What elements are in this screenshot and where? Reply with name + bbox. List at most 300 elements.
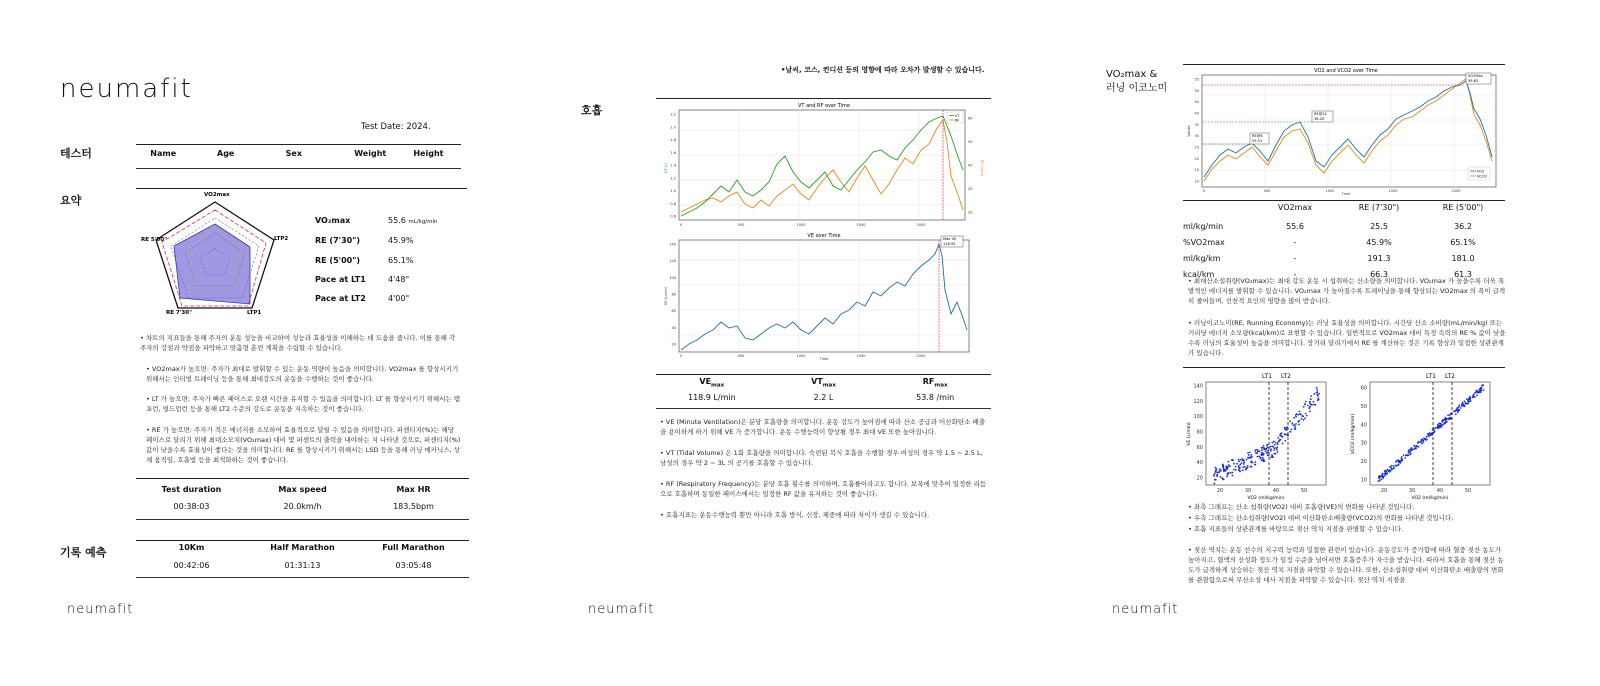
scatter-point [1267, 452, 1269, 454]
scatter-point [1426, 436, 1428, 438]
x-tick-label: 500 [1263, 189, 1271, 193]
bullet-re: • RE 가 높으면: 주자가 적은 에너지를 소모하여 효율적으로 달릴 수 있음을 의미합니다. 퍼센티지(%)는 해당 페이스로 달리기 위해 최대소모치(VO₂max) 대비 몇 퍼센트의 출력을 내야하는 지 나타낸 것으로, 퍼센티지(%) 값이 낮을수록 효율성이 좋다는 것을 의미합니다. RE 를 향상시키기 위해서는 LSD 등을 통해 러닝 메카닉스, 상체 움직임, 호흡법 등을 최적화하는 것이 좋습니다. [146, 426, 461, 464]
scatter-point [1467, 400, 1469, 402]
scatter-point [1238, 465, 1240, 467]
test-table-header [136, 485, 469, 494]
scatter-point [1457, 411, 1459, 413]
summary-value: 65.1% [388, 255, 414, 265]
scatter-point [1219, 470, 1221, 472]
scatter-point [1405, 455, 1407, 457]
vt-rf-chart [659, 100, 989, 230]
x-tick-label: 500 [737, 354, 745, 358]
scatter-point [1434, 430, 1436, 432]
scatter-point [1216, 475, 1218, 477]
scatter-point [1289, 420, 1291, 422]
legend-vt: VT [955, 114, 960, 118]
divider [136, 519, 469, 520]
x-ticks [680, 354, 926, 358]
record-table-values [136, 561, 469, 570]
section-record: 기록 예측 [60, 546, 107, 559]
summary-row-re730 [315, 230, 475, 250]
x-tick-label: 0 [679, 354, 683, 358]
x-tick-label: 30 [1408, 488, 1416, 494]
y-tick-label: 45 [1194, 100, 1199, 105]
x-axis-label: Time [819, 357, 829, 361]
scatter-point [1233, 469, 1235, 471]
section-tester: 테스터 [60, 147, 92, 160]
scatter-point [1230, 472, 1232, 474]
col-full-marathon: Full Marathon [382, 543, 445, 552]
scatter-point [1439, 427, 1441, 429]
y-tick-label: 50 [1360, 403, 1367, 410]
scatter-point [1261, 454, 1263, 456]
x-axis-label: VO2 (ml/kg/min) [1247, 496, 1285, 501]
scatter-point [1474, 396, 1476, 398]
scatter-point [1266, 445, 1268, 447]
divider [136, 577, 469, 578]
scatter-point [1426, 439, 1428, 441]
x-tick-label: 0 [679, 223, 683, 227]
row-label: ml/kg/km [1183, 253, 1221, 263]
scatter-point [1455, 410, 1457, 412]
scatter-point [1249, 452, 1251, 454]
divider [656, 98, 991, 99]
record-table-header [136, 543, 469, 552]
annotation-label: RE@12 [1314, 112, 1327, 116]
annotation-label: RE@8 [1252, 134, 1263, 138]
section-summary: 요약 [60, 194, 82, 207]
summary-label: Pace at LT1 [315, 275, 366, 284]
scatter-point [1292, 424, 1294, 426]
bullet-ve: • VE (Minute Ventilation)은 분당 호흡량을 의미합니다. 운동 강도가 높아짐에 따라 산소 공급과 이산화탄소 배출을 용이하게 하기 위해 VE 가 증가합니다. 운동 수행능력이 향상될 경우 최대 VE 또한 높아집니다. [660, 418, 986, 436]
grid [679, 240, 969, 352]
10km-value: 00:42:06 [173, 561, 210, 570]
scatter-point [1309, 401, 1311, 403]
y-axis-label: VE (L/min) [664, 286, 668, 306]
scatter-point [1228, 461, 1230, 463]
annotation-value: 116.92 [943, 242, 956, 246]
summary-value: 45.9% [388, 235, 414, 245]
y-tick-label: 40 [671, 325, 676, 330]
scatter-point [1465, 403, 1467, 405]
resp-table-header: $VE_{max}$ $VT_{max}$ $RF_{max}$ [699, 377, 948, 389]
annotation-value: 36.20 [1314, 117, 1325, 121]
summary-row-pace-lt1 [315, 270, 475, 289]
scatter-point [1305, 401, 1307, 403]
divider [136, 144, 461, 145]
tester-header [136, 149, 461, 158]
scatter-point [1284, 429, 1286, 431]
y-axis-label: VE (L/min) [1187, 422, 1192, 446]
vo2-table-body [1183, 218, 1505, 282]
scatter-point [1379, 476, 1381, 478]
y-tick-label: 55 [1194, 77, 1199, 82]
scatter-point [1264, 460, 1266, 462]
scatter-point [1400, 460, 1402, 462]
bullet-vo2max: • VO2max가 높으면: 주자가 최대로 발휘할 수 있는 운동 역량이 높음을 의미합니다. VO2max 를 향상시키기 위해서는 인터벌 트레이닝 등을 통해 최대강도의 운동을 수행하는 것이 좋습니다. [146, 365, 459, 383]
ve-chart [659, 230, 989, 365]
resp-table-values [656, 393, 991, 402]
scatter-point [1408, 450, 1410, 452]
vo2-table-header [1183, 203, 1505, 212]
scatter-point [1438, 425, 1440, 427]
scatter-point [1226, 476, 1228, 478]
col-height: Height [413, 149, 444, 158]
scatter-point [1242, 469, 1244, 471]
scatter-point [1262, 457, 1264, 459]
summary-row-re500 [315, 250, 475, 270]
scatter-point [1316, 389, 1318, 391]
scatter-point [1279, 435, 1281, 437]
scatter-point [1404, 457, 1406, 459]
scatter-point [1304, 403, 1306, 405]
row-label: %VO2max [1183, 237, 1225, 247]
y-tick-label: 60 [671, 309, 676, 314]
scatter-point [1238, 461, 1240, 463]
scatter-bullet-right: • 우측 그래프는 산소섭취량(VO2) 대비 이산화탄소배출량(VCO2)의 변화를 나타낸 것입니다. [1188, 514, 1454, 522]
max-speed-value: 20.0km/h [283, 502, 322, 511]
legend-vo2: VO2 [1477, 169, 1485, 174]
scatter-points [1378, 384, 1485, 482]
scatter-point [1274, 453, 1276, 455]
x-tick-label: 50 [1300, 488, 1308, 494]
scatter-point [1231, 459, 1233, 461]
divider [1183, 200, 1505, 201]
summary-label: RE (5'00") [315, 255, 361, 265]
y-ticks [1193, 384, 1203, 482]
y-tick-label: 20 [1360, 459, 1367, 466]
scatter-point [1259, 458, 1261, 460]
scatter-point [1457, 409, 1459, 411]
left-y-ticks [670, 113, 676, 219]
scatter-points [1213, 387, 1320, 485]
scatter-point [1313, 404, 1315, 406]
scatter-point [1257, 456, 1259, 458]
scatter-point [1227, 466, 1229, 468]
scatter-point [1274, 444, 1276, 446]
scatter-point [1251, 466, 1253, 468]
y-tick-label: 60 [968, 116, 973, 121]
x-tick-label: 1500 [856, 354, 866, 358]
scatter-point [1304, 417, 1306, 419]
x-ticks [1381, 488, 1471, 494]
scatter-point [1217, 472, 1219, 474]
scatter-point [1214, 483, 1216, 485]
scatter-bullet-threshold: • 호흡 지표들의 상관관계를 바탕으로 젖산 역치 지점을 판별할 수 있습니다. [1188, 525, 1403, 533]
scatter-point [1431, 434, 1433, 436]
lt1-label: LT1 [1426, 373, 1436, 380]
x-tick-label: 50 [1464, 488, 1472, 494]
scatter-point [1277, 443, 1279, 445]
y-tick-label: 20 [968, 210, 973, 215]
footer-logo: neumafit [1112, 602, 1179, 617]
scatter-point [1263, 453, 1265, 455]
scatter-point [1243, 463, 1245, 465]
scatter-point [1215, 469, 1217, 471]
scatter-point [1239, 471, 1241, 473]
scatter-point [1275, 447, 1277, 449]
scatter-point [1299, 411, 1301, 413]
scatter-point [1272, 456, 1274, 458]
scatter-point [1407, 455, 1409, 457]
y-tick-label: 60 [1360, 385, 1367, 392]
scatter-point [1382, 474, 1384, 476]
y-tick-label: 20 [671, 342, 676, 347]
y-tick-label: 140 [1193, 383, 1203, 390]
x-tick-label: 30 [1244, 488, 1252, 494]
full-marathon-value: 03:05:48 [395, 561, 432, 570]
radar-series-user [174, 224, 250, 304]
scatter-point [1294, 426, 1296, 428]
y-tick-label: 15 [1194, 168, 1199, 173]
y-tick-label: 20 [1194, 156, 1199, 161]
scatter-point [1291, 429, 1293, 431]
scatter-point [1311, 404, 1313, 406]
scatter-point [1277, 451, 1279, 453]
cell-value: - [1293, 253, 1297, 263]
scatter-point [1301, 418, 1303, 420]
scatter-point [1243, 459, 1245, 461]
scatter-point [1469, 398, 1471, 400]
scatter-point [1247, 457, 1249, 459]
vt-value: 2.2 L [813, 393, 834, 402]
y-tick-label: 35 [1194, 122, 1199, 127]
divider [656, 408, 991, 409]
scatter-point [1479, 390, 1481, 392]
scatter-point [1284, 433, 1286, 435]
scatter-point [1476, 395, 1478, 397]
scatter-point [1273, 441, 1275, 443]
lt2-label: LT2 [1281, 373, 1291, 380]
y-tick-label: 25 [1194, 145, 1199, 150]
scatter-point [1255, 461, 1257, 463]
scatter-point [1215, 479, 1217, 481]
y-tick-label: 1.0 [670, 189, 676, 193]
scatter-point [1278, 441, 1280, 443]
scatter-point [1317, 395, 1319, 397]
scatter-point [1270, 457, 1272, 459]
legend-vco2: VCO2 [1477, 174, 1487, 179]
y-ticks [669, 243, 676, 347]
scatter-point [1275, 442, 1277, 444]
scatter-point [1316, 392, 1318, 394]
grid [1202, 75, 1496, 187]
scatter-point [1258, 450, 1260, 452]
scatter-point [1282, 443, 1284, 445]
x-tick-label: 0 [1202, 189, 1206, 193]
scatter-point [1444, 422, 1446, 424]
scatter-point [1245, 469, 1247, 471]
scatter-point [1282, 436, 1284, 438]
summary-intro: • 차트의 지표들을 통해 주자의 운동 성능을 비교하여 성능과 효율성을 이해하는 데 도움을 줍니다. 이를 통해 각 주자의 강점과 약점을 파악하고 맞춤형 훈련 계획을 수립할 수 있습니다. [140, 334, 456, 352]
scatter-point [1393, 467, 1395, 469]
scatter-point [1265, 449, 1267, 451]
x-axis-label: Time [1341, 192, 1351, 196]
annotation-label: Max VE [943, 237, 957, 241]
y-tick-label: 40 [968, 163, 973, 168]
y-tick-label: 2.0 [670, 125, 676, 130]
scatter-point [1421, 443, 1423, 445]
scatter-point [1280, 439, 1282, 441]
y-axis-label-left: VT (L) [664, 162, 668, 174]
y-tick-label: 1.8 [670, 138, 676, 142]
scatter-point [1464, 400, 1466, 402]
scatter-point [1293, 417, 1295, 419]
scatter-point [1240, 459, 1242, 461]
scatter-point [1379, 479, 1381, 481]
max-hr-value: 183.5bpm [393, 502, 434, 511]
x-tick-label: 2000 [916, 223, 926, 227]
scatter-point [1399, 461, 1401, 463]
scatter-point [1458, 405, 1460, 407]
col-rf: RF [922, 377, 935, 386]
scatter-point [1435, 427, 1437, 429]
scatter-point [1284, 440, 1286, 442]
scatter-point [1291, 422, 1293, 424]
scatter-point [1307, 405, 1309, 407]
scatter-point [1401, 458, 1403, 460]
scatter-point [1299, 413, 1301, 415]
vo2-series-line [1204, 81, 1492, 177]
scatter-point [1483, 389, 1485, 391]
cell-value: - [1293, 269, 1297, 279]
cell-value: - [1293, 237, 1297, 247]
y-tick-label: 30 [968, 187, 973, 191]
scatter-point [1247, 452, 1249, 454]
y-tick-label: 20 [1196, 475, 1203, 482]
scatter-point [1214, 473, 1216, 475]
scatter-point [1263, 449, 1265, 451]
legend-rf: RF [955, 118, 960, 123]
chart-title: VE over Time [807, 233, 841, 239]
scatter-point [1313, 401, 1315, 403]
col-test-duration: Test duration [161, 485, 222, 494]
plot-frame [679, 110, 965, 220]
scatter-point [1247, 465, 1249, 467]
scatter-point [1271, 446, 1273, 448]
scatter-point [1219, 468, 1221, 470]
scatter-point [1306, 415, 1308, 417]
scatter-point [1397, 459, 1399, 461]
scatter-point [1384, 470, 1386, 472]
y-tick-label: 120 [669, 259, 676, 264]
scatter-point [1249, 456, 1251, 458]
divider [136, 540, 469, 541]
y-tick-label: 40 [1360, 422, 1367, 429]
scatter-point [1270, 450, 1272, 452]
scatter-point [1481, 387, 1483, 389]
scatter-point [1284, 427, 1286, 429]
cell-value: 36.2 [1454, 221, 1472, 231]
y-ticks [1195, 78, 1199, 184]
scatter-point [1428, 435, 1430, 437]
scatter-point [1390, 467, 1392, 469]
vo2-vco2-chart [1184, 65, 1502, 197]
scatter-point [1242, 466, 1244, 468]
annotation-value: 29.51 [1252, 139, 1263, 143]
summary-label: VO₂max [315, 215, 351, 225]
col-vt: VT [811, 377, 823, 386]
x-tick-label: 40 [1272, 488, 1280, 494]
x-ticks [680, 223, 926, 227]
rf-series-line [681, 120, 963, 212]
scatter-point [1238, 469, 1240, 471]
x-axis-label: VO2 (ml/kg/min) [1411, 496, 1449, 501]
scatter-point [1440, 423, 1442, 425]
summary-row-pace-lt2 [315, 289, 475, 308]
scatter-point [1247, 467, 1249, 469]
legend [947, 112, 963, 123]
scatter-point [1235, 466, 1237, 468]
summary-value: 4'48" [388, 275, 410, 284]
summary-value: 4'00" [388, 294, 410, 303]
y-tick-label: 50 [968, 140, 973, 144]
scatter-point [1467, 403, 1469, 405]
radar-label-left: RE 5'00" [141, 237, 167, 243]
scatter-point [1309, 411, 1311, 413]
x-tick-label: 2000 [1451, 189, 1461, 193]
bullet-lt: • LT 가 높으면: 주자가 빠른 페이스로 오랜 시간을 유지할 수 있음을 의미합니다. LT 를 향상시키기 위해서는 템포런, 빌드업런 등을 통해 LT2 수준의 강도로 운동을 지속하는 것이 좋습니다. [146, 395, 461, 413]
scatter-point [1445, 418, 1447, 420]
scatter-point [1255, 452, 1257, 454]
y-tick-label: 40 [1196, 460, 1203, 467]
scatter-point [1303, 406, 1305, 408]
scatter-point [1296, 413, 1298, 415]
scatter-point [1258, 456, 1260, 458]
y-tick-label: 60 [1196, 444, 1203, 451]
re12-annotation [1312, 111, 1333, 122]
scatter-point [1442, 421, 1444, 423]
scatter-point [1295, 423, 1297, 425]
scatter-point [1473, 393, 1475, 395]
y-axis-label: Values [1187, 125, 1191, 137]
scatter-point [1215, 467, 1217, 469]
radar-label-top: VO2max [204, 192, 230, 198]
grid [679, 110, 965, 220]
scatter-point [1297, 421, 1299, 423]
scatter-point [1423, 437, 1425, 439]
footer-logo: neumafit [588, 602, 655, 617]
right-y-ticks [968, 117, 972, 215]
divider [136, 478, 469, 479]
scatter-point [1401, 456, 1403, 458]
scatter-point [1397, 464, 1399, 466]
vco2-series-line [1204, 79, 1492, 181]
vt-series-line [681, 116, 963, 216]
re-paragraph: • 러닝이코노미(RE, Running Economy)는 러닝 효율성을 의미합니다. 시간당 산소 소비량(mL/min/kg) 또는 거리당 에너지 소모량(kcal/km)로 표현할 수 있습니다. 일반적으로 VO2max 대비 특정 속력의 RE % 값이 낮을수록 러닝의 효율성이 높음을 의미합니다. 장거리 달리기에서 RE 를 계산하는 것은 기록 향상과 밀접한 상관관계가 있습니다. [1188, 319, 1506, 357]
scatter-bullets [1188, 502, 1506, 535]
scatter-point [1309, 407, 1311, 409]
scatter-point [1298, 424, 1300, 426]
scatter-point [1436, 427, 1438, 429]
summary-row-vo2max [315, 210, 475, 230]
scatter-point [1450, 418, 1452, 420]
bullet-respiration: • 호흡지표는 운동수행능력 뿐만 아니라 호흡 방식, 신장, 체중에 따라 차이가 생길 수 있습니다. [660, 511, 930, 519]
table-row [1183, 234, 1505, 250]
summary-list [315, 210, 475, 308]
y-tick-label: 1.2 [670, 176, 676, 181]
scatter-point [1470, 400, 1472, 402]
col-max-speed: Max speed [278, 485, 327, 494]
legend [1468, 167, 1490, 180]
radar-chart [138, 188, 298, 318]
scatter-point [1263, 459, 1265, 461]
y-tick-label: 100 [1193, 414, 1203, 421]
radar-label-bottom-right: LTP1 [247, 310, 262, 316]
scatter-point [1213, 474, 1215, 476]
col-vo2max: VO2max [1277, 203, 1313, 212]
scatter-point [1220, 476, 1222, 478]
